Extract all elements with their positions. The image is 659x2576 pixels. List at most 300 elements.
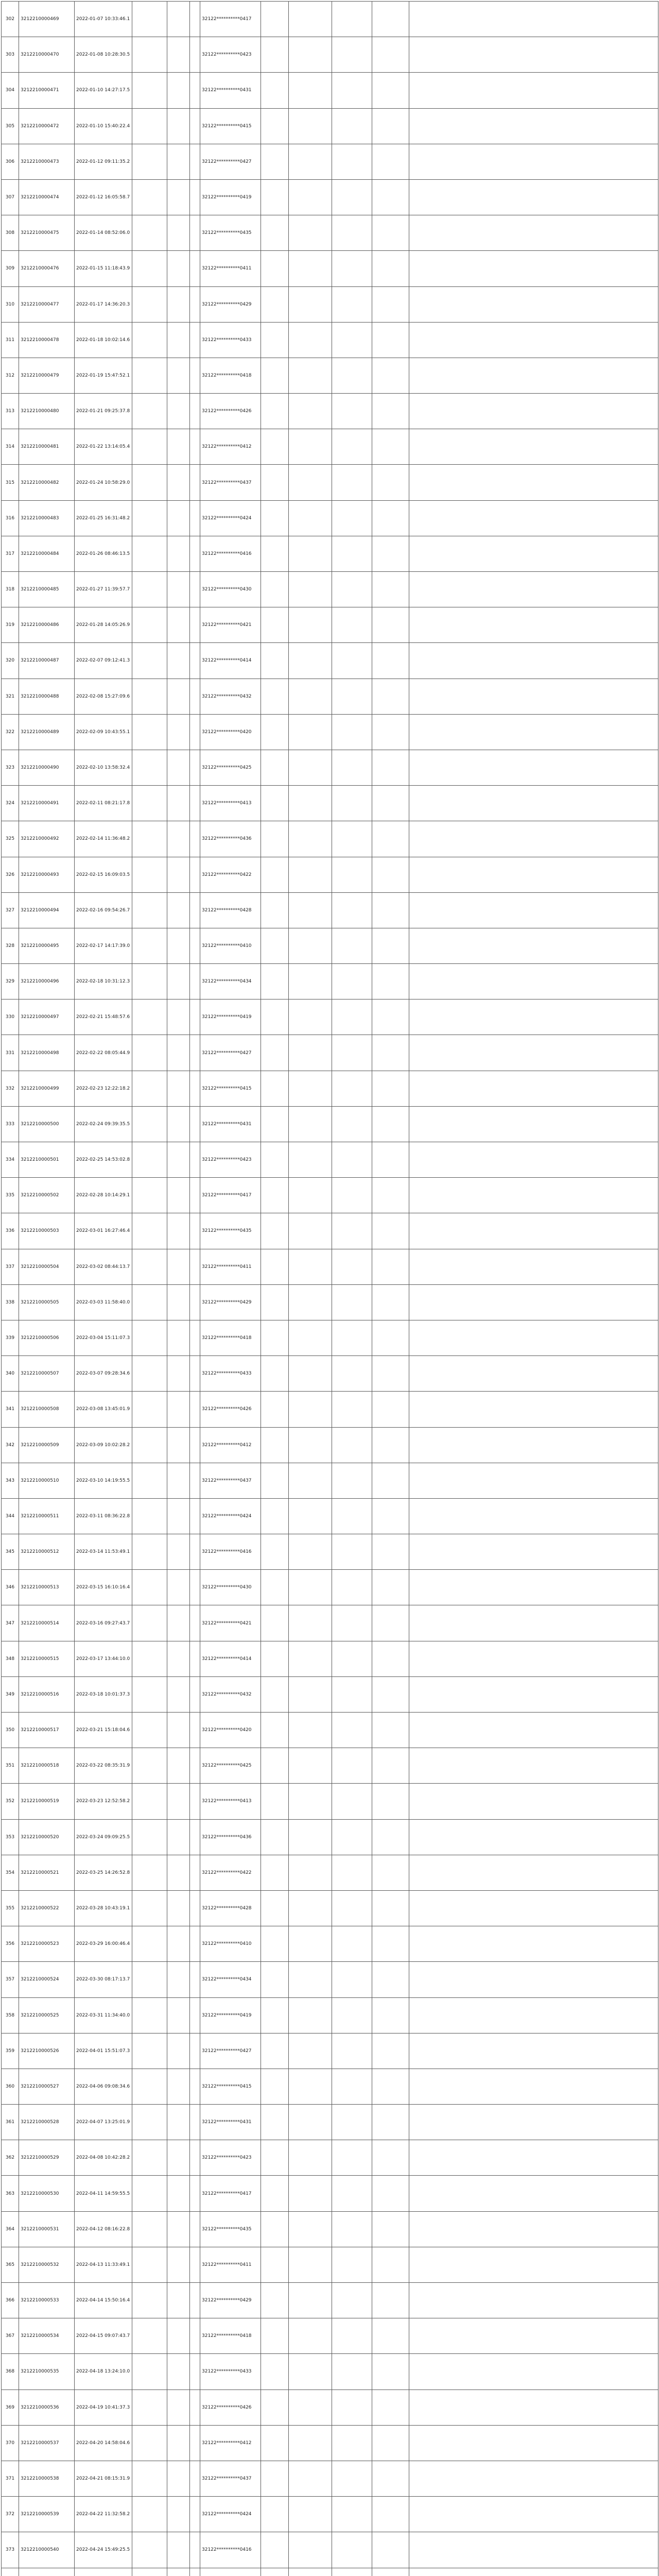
offense-cell xyxy=(289,2532,332,2568)
offense-cell xyxy=(289,1035,332,1071)
other-cell xyxy=(372,1071,409,1106)
plate-cell xyxy=(261,1356,289,1392)
datetime-cell: 2022-03-02 08:44:13.7 xyxy=(75,1249,132,1284)
name-cell xyxy=(167,2033,190,2069)
id-number-cell: 32122**********0431 xyxy=(200,73,261,108)
penalty-cell xyxy=(332,857,372,892)
place-cell xyxy=(132,1320,167,1355)
seq-cell: 345 xyxy=(2,1534,19,1570)
other-cell xyxy=(372,322,409,358)
case-no-cell: 3212210000493 xyxy=(19,857,75,892)
place-cell xyxy=(132,2497,167,2532)
offense-cell xyxy=(289,286,332,322)
name-cell xyxy=(167,1962,190,1997)
case-no-cell: 3212210000513 xyxy=(19,1570,75,1605)
id-number-cell: 32122**********0430 xyxy=(200,572,261,607)
other-cell xyxy=(372,786,409,821)
gender-cell xyxy=(190,857,200,892)
table-row xyxy=(2,2568,658,2576)
plate-cell xyxy=(261,2354,289,2389)
offense-cell xyxy=(289,2069,332,2104)
seq-cell xyxy=(2,2568,19,2576)
other-cell xyxy=(372,2497,409,2532)
name-cell xyxy=(167,1284,190,1320)
gender-cell xyxy=(190,2176,200,2211)
blank-cell xyxy=(409,1819,658,1855)
gender-cell xyxy=(190,1890,200,1926)
penalty-cell xyxy=(332,429,372,465)
offense-cell xyxy=(289,1284,332,1320)
seq-cell: 317 xyxy=(2,536,19,571)
case-no-cell: 3212210000491 xyxy=(19,786,75,821)
case-no-cell: 3212210000517 xyxy=(19,1713,75,1748)
table-row xyxy=(2,2425,658,2461)
id-number-cell: 32122**********0428 xyxy=(200,892,261,928)
place-cell xyxy=(132,536,167,571)
table-row xyxy=(2,1320,658,1355)
name-cell xyxy=(167,286,190,322)
datetime-cell: 2022-01-27 11:39:57.7 xyxy=(75,572,132,607)
offense-cell xyxy=(289,2247,332,2282)
gender-cell xyxy=(190,786,200,821)
table-row xyxy=(2,1748,658,1784)
name-cell xyxy=(167,2176,190,2211)
case-no-cell: 3212210000510 xyxy=(19,1463,75,1498)
id-number-cell: 32122**********0411 xyxy=(200,2247,261,2282)
plate-cell xyxy=(261,2497,289,2532)
plate-cell xyxy=(261,928,289,963)
gender-cell xyxy=(190,1035,200,1071)
name-cell xyxy=(167,1641,190,1676)
table-row xyxy=(2,500,658,536)
blank-cell xyxy=(409,1997,658,2033)
name-cell xyxy=(167,2389,190,2425)
table-row xyxy=(2,1962,658,1997)
table-row xyxy=(2,2140,658,2176)
blank-cell xyxy=(409,536,658,571)
penalty-cell xyxy=(332,821,372,857)
table-row xyxy=(2,2354,658,2389)
blank-cell xyxy=(409,2105,658,2140)
name-cell xyxy=(167,2,190,37)
id-number-cell: 32122**********0417 xyxy=(200,2,261,37)
gender-cell xyxy=(190,2461,200,2496)
offense-cell xyxy=(289,1819,332,1855)
table-row xyxy=(2,1534,658,1570)
datetime-cell: 2022-03-25 14:26:52.8 xyxy=(75,1855,132,1890)
penalty-cell xyxy=(332,1819,372,1855)
blank-cell xyxy=(409,1890,658,1926)
gender-cell xyxy=(190,37,200,73)
name-cell xyxy=(167,2318,190,2354)
gender-cell xyxy=(190,2,200,37)
table-row xyxy=(2,892,658,928)
id-number-cell: 32122**********0416 xyxy=(200,2532,261,2568)
gender-cell xyxy=(190,1284,200,1320)
offense-cell xyxy=(289,1926,332,1962)
gender-cell xyxy=(190,572,200,607)
datetime-cell: 2022-04-12 08:16:22.8 xyxy=(75,2211,132,2247)
gender-cell xyxy=(190,1249,200,1284)
datetime-cell: 2022-03-01 16:27:46.4 xyxy=(75,1213,132,1249)
plate-cell xyxy=(261,2532,289,2568)
seq-cell: 307 xyxy=(2,179,19,215)
other-cell xyxy=(372,1819,409,1855)
blank-cell xyxy=(409,358,658,393)
case-no-cell: 3212210000529 xyxy=(19,2140,75,2176)
id-number-cell: 32122**********0413 xyxy=(200,1784,261,1819)
blank-cell xyxy=(409,1392,658,1427)
plate-cell xyxy=(261,607,289,643)
offense-cell xyxy=(289,1855,332,1890)
id-number-cell: 32122**********0423 xyxy=(200,1142,261,1178)
seq-cell: 332 xyxy=(2,1071,19,1106)
table-row xyxy=(2,572,658,607)
id-number-cell: 32122**********0410 xyxy=(200,1926,261,1962)
seq-cell: 354 xyxy=(2,1855,19,1890)
table-row xyxy=(2,1819,658,1855)
place-cell xyxy=(132,358,167,393)
blank-cell xyxy=(409,215,658,251)
name-cell xyxy=(167,750,190,785)
name-cell xyxy=(167,2461,190,2496)
seq-cell: 351 xyxy=(2,1748,19,1784)
case-no-cell: 3212210000506 xyxy=(19,1320,75,1355)
offense-cell xyxy=(289,1427,332,1463)
plate-cell xyxy=(261,1748,289,1784)
gender-cell xyxy=(190,2318,200,2354)
blank-cell xyxy=(409,2354,658,2389)
place-cell xyxy=(132,2033,167,2069)
name-cell xyxy=(167,1142,190,1178)
name-cell xyxy=(167,679,190,714)
place-cell xyxy=(132,144,167,179)
case-no-cell: 3212210000471 xyxy=(19,73,75,108)
datetime-cell: 2022-04-21 08:15:31.9 xyxy=(75,2461,132,2496)
gender-cell xyxy=(190,2211,200,2247)
case-no-cell: 3212210000499 xyxy=(19,1071,75,1106)
id-number-cell: 32122**********0423 xyxy=(200,2140,261,2176)
datetime-cell: 2022-03-29 16:00:46.4 xyxy=(75,1926,132,1962)
seq-cell: 308 xyxy=(2,215,19,251)
blank-cell xyxy=(409,286,658,322)
case-no-cell: 3212210000522 xyxy=(19,1890,75,1926)
case-no-cell: 3212210000521 xyxy=(19,1855,75,1890)
place-cell xyxy=(132,1641,167,1676)
seq-cell: 357 xyxy=(2,1962,19,1997)
datetime-cell: 2022-04-08 10:42:28.2 xyxy=(75,2140,132,2176)
datetime-cell: 2022-02-18 10:31:12.3 xyxy=(75,964,132,999)
blank-cell xyxy=(409,2318,658,2354)
blank-cell xyxy=(409,714,658,750)
offense-cell xyxy=(289,2140,332,2176)
blank-cell xyxy=(409,1498,658,1534)
table-row xyxy=(2,429,658,465)
place-cell xyxy=(132,251,167,286)
id-number-cell: 32122**********0422 xyxy=(200,1855,261,1890)
other-cell xyxy=(372,429,409,465)
place-cell xyxy=(132,2389,167,2425)
table-row xyxy=(2,821,658,857)
case-no-cell: 3212210000490 xyxy=(19,750,75,785)
other-cell xyxy=(372,2568,409,2576)
name-cell xyxy=(167,1356,190,1392)
blank-cell xyxy=(409,572,658,607)
penalty-cell xyxy=(332,2283,372,2318)
id-number-cell: 32122**********0431 xyxy=(200,1106,261,1142)
id-number-cell: 32122**********0420 xyxy=(200,714,261,750)
datetime-cell: 2022-03-31 11:34:40.0 xyxy=(75,1997,132,2033)
id-number-cell: 32122**********0422 xyxy=(200,857,261,892)
case-no-cell: 3212210000494 xyxy=(19,892,75,928)
case-no-cell: 3212210000487 xyxy=(19,643,75,679)
place-cell xyxy=(132,1962,167,1997)
plate-cell xyxy=(261,1463,289,1498)
table-row xyxy=(2,679,658,714)
case-no-cell: 3212210000535 xyxy=(19,2354,75,2389)
case-no-cell: 3212210000502 xyxy=(19,1178,75,1213)
place-cell xyxy=(132,2211,167,2247)
datetime-cell: 2022-01-21 09:25:37.8 xyxy=(75,394,132,429)
name-cell xyxy=(167,1498,190,1534)
other-cell xyxy=(372,2389,409,2425)
plate-cell xyxy=(261,1855,289,1890)
gender-cell xyxy=(190,1463,200,1498)
name-cell xyxy=(167,108,190,144)
seq-cell: 312 xyxy=(2,358,19,393)
name-cell xyxy=(167,394,190,429)
plate-cell xyxy=(261,2568,289,2576)
case-no-cell: 3212210000528 xyxy=(19,2105,75,2140)
blank-cell xyxy=(409,1320,658,1355)
offense-cell xyxy=(289,429,332,465)
offense-cell xyxy=(289,1570,332,1605)
case-no-cell: 3212210000479 xyxy=(19,358,75,393)
blank-cell xyxy=(409,465,658,500)
case-no-cell: 3212210000518 xyxy=(19,1748,75,1784)
name-cell xyxy=(167,1071,190,1106)
name-cell xyxy=(167,73,190,108)
other-cell xyxy=(372,964,409,999)
place-cell xyxy=(132,1890,167,1926)
offense-cell xyxy=(289,1178,332,1213)
blank-cell xyxy=(409,821,658,857)
table-row xyxy=(2,1784,658,1819)
case-no-cell: 3212210000539 xyxy=(19,2497,75,2532)
case-no-cell: 3212210000476 xyxy=(19,251,75,286)
gender-cell xyxy=(190,2425,200,2461)
gender-cell xyxy=(190,1713,200,1748)
datetime-cell xyxy=(75,2568,132,2576)
case-no-cell: 3212210000516 xyxy=(19,1676,75,1712)
penalty-cell xyxy=(332,2354,372,2389)
other-cell xyxy=(372,1213,409,1249)
plate-cell xyxy=(261,2247,289,2282)
case-no-cell: 3212210000508 xyxy=(19,1392,75,1427)
seq-cell: 349 xyxy=(2,1676,19,1712)
plate-cell xyxy=(261,215,289,251)
other-cell xyxy=(372,286,409,322)
seq-cell: 341 xyxy=(2,1392,19,1427)
table-row xyxy=(2,1641,658,1676)
table-row xyxy=(2,108,658,144)
name-cell xyxy=(167,1534,190,1570)
penalty-cell xyxy=(332,2069,372,2104)
name-cell xyxy=(167,2069,190,2104)
table-row xyxy=(2,2033,658,2069)
penalty-cell xyxy=(332,144,372,179)
gender-cell xyxy=(190,215,200,251)
penalty-cell xyxy=(332,572,372,607)
table-row xyxy=(2,1605,658,1641)
other-cell xyxy=(372,2069,409,2104)
datetime-cell: 2022-01-18 10:02:14.6 xyxy=(75,322,132,358)
gender-cell xyxy=(190,821,200,857)
other-cell xyxy=(372,144,409,179)
place-cell xyxy=(132,1784,167,1819)
other-cell xyxy=(372,1356,409,1392)
name-cell xyxy=(167,1213,190,1249)
other-cell xyxy=(372,1713,409,1748)
blank-cell xyxy=(409,2176,658,2211)
name-cell xyxy=(167,1178,190,1213)
id-number-cell: 32122**********0418 xyxy=(200,358,261,393)
penalty-cell xyxy=(332,179,372,215)
id-number-cell: 32122**********0421 xyxy=(200,1605,261,1641)
seq-cell: 363 xyxy=(2,2176,19,2211)
datetime-cell: 2022-04-01 15:51:07.3 xyxy=(75,2033,132,2069)
records-table xyxy=(1,1,658,2576)
case-no-cell: 3212210000474 xyxy=(19,179,75,215)
offense-cell xyxy=(289,2389,332,2425)
penalty-cell xyxy=(332,37,372,73)
penalty-cell xyxy=(332,1713,372,1748)
gender-cell xyxy=(190,1926,200,1962)
table-row xyxy=(2,857,658,892)
id-number-cell: 32122**********0429 xyxy=(200,286,261,322)
id-number-cell: 32122**********0417 xyxy=(200,1178,261,1213)
penalty-cell xyxy=(332,1605,372,1641)
seq-cell: 333 xyxy=(2,1106,19,1142)
blank-cell xyxy=(409,1106,658,1142)
gender-cell xyxy=(190,750,200,785)
case-no-cell: 3212210000480 xyxy=(19,394,75,429)
offense-cell xyxy=(289,1392,332,1427)
name-cell xyxy=(167,1106,190,1142)
blank-cell xyxy=(409,1784,658,1819)
case-no-cell: 3212210000523 xyxy=(19,1926,75,1962)
plate-cell xyxy=(261,2425,289,2461)
seq-cell: 343 xyxy=(2,1463,19,1498)
datetime-cell: 2022-03-09 10:02:28.2 xyxy=(75,1427,132,1463)
table-row xyxy=(2,1676,658,1712)
penalty-cell xyxy=(332,1142,372,1178)
plate-cell xyxy=(261,2069,289,2104)
blank-cell xyxy=(409,1855,658,1890)
place-cell xyxy=(132,1713,167,1748)
id-number-cell: 32122**********0410 xyxy=(200,928,261,963)
place-cell xyxy=(132,394,167,429)
penalty-cell xyxy=(332,1534,372,1570)
seq-cell: 372 xyxy=(2,2497,19,2532)
datetime-cell: 2022-02-23 12:22:18.2 xyxy=(75,1071,132,1106)
plate-cell xyxy=(261,2461,289,2496)
id-number-cell: 32122**********0417 xyxy=(200,2176,261,2211)
name-cell xyxy=(167,1605,190,1641)
penalty-cell xyxy=(332,286,372,322)
gender-cell xyxy=(190,1641,200,1676)
datetime-cell: 2022-02-15 16:09:03.5 xyxy=(75,857,132,892)
blank-cell xyxy=(409,1356,658,1392)
place-cell xyxy=(132,2176,167,2211)
other-cell xyxy=(372,857,409,892)
offense-cell xyxy=(289,679,332,714)
penalty-cell xyxy=(332,1427,372,1463)
penalty-cell xyxy=(332,2140,372,2176)
offense-cell xyxy=(289,1249,332,1284)
id-number-cell: 32122**********0437 xyxy=(200,1463,261,1498)
name-cell xyxy=(167,2105,190,2140)
offense-cell xyxy=(289,2,332,37)
seq-cell: 336 xyxy=(2,1213,19,1249)
datetime-cell: 2022-01-19 15:47:52.1 xyxy=(75,358,132,393)
seq-cell: 346 xyxy=(2,1570,19,1605)
datetime-cell: 2022-02-14 11:36:48.2 xyxy=(75,821,132,857)
seq-cell: 302 xyxy=(2,2,19,37)
datetime-cell: 2022-03-21 15:18:04.6 xyxy=(75,1713,132,1748)
plate-cell xyxy=(261,1249,289,1284)
blank-cell xyxy=(409,73,658,108)
gender-cell xyxy=(190,2105,200,2140)
plate-cell xyxy=(261,857,289,892)
plate-cell xyxy=(261,821,289,857)
table-row xyxy=(2,2069,658,2104)
table-row xyxy=(2,1035,658,1071)
offense-cell xyxy=(289,394,332,429)
other-cell xyxy=(372,215,409,251)
seq-cell: 338 xyxy=(2,1284,19,1320)
blank-cell xyxy=(409,2283,658,2318)
gender-cell xyxy=(190,2354,200,2389)
name-cell xyxy=(167,786,190,821)
datetime-cell: 2022-04-13 11:33:49.1 xyxy=(75,2247,132,2282)
penalty-cell xyxy=(332,607,372,643)
table-row xyxy=(2,2318,658,2354)
name-cell xyxy=(167,251,190,286)
other-cell xyxy=(372,1498,409,1534)
seq-cell: 365 xyxy=(2,2247,19,2282)
seq-cell: 337 xyxy=(2,1249,19,1284)
gender-cell xyxy=(190,1178,200,1213)
datetime-cell: 2022-02-25 14:53:02.8 xyxy=(75,1142,132,1178)
datetime-cell: 2022-01-10 14:27:17.5 xyxy=(75,73,132,108)
id-number-cell: 32122**********0411 xyxy=(200,251,261,286)
penalty-cell xyxy=(332,714,372,750)
table-row xyxy=(2,2247,658,2282)
penalty-cell xyxy=(332,1213,372,1249)
place-cell xyxy=(132,322,167,358)
blank-cell xyxy=(409,1713,658,1748)
name-cell xyxy=(167,2568,190,2576)
case-no-cell: 3212210000486 xyxy=(19,607,75,643)
penalty-cell xyxy=(332,2247,372,2282)
seq-cell: 327 xyxy=(2,892,19,928)
other-cell xyxy=(372,714,409,750)
datetime-cell: 2022-02-17 14:17:39.0 xyxy=(75,928,132,963)
seq-cell: 328 xyxy=(2,928,19,963)
plate-cell xyxy=(261,1676,289,1712)
table-row xyxy=(2,714,658,750)
